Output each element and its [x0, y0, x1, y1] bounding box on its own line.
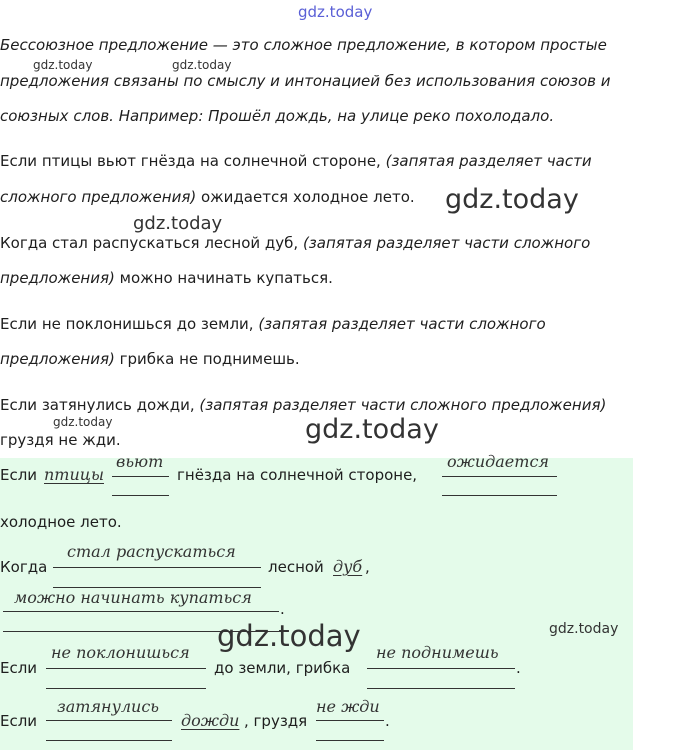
predicate-underline	[442, 495, 557, 496]
example-text: Если не поклонишься до земли,	[0, 315, 259, 333]
predicate-underline	[367, 668, 515, 669]
s3-predicate: не поклонишься	[51, 643, 190, 662]
s2-subject: дуб	[333, 557, 363, 576]
watermark-medium: gdz.today	[133, 213, 223, 234]
example-4-line-2: груздя не жди.	[0, 431, 121, 449]
example-1-line-1	[0, 152, 592, 170]
watermark-top: gdz.today	[298, 3, 373, 21]
example-text: Когда стал распускаться лесной дуб,	[0, 234, 303, 252]
example-text: ожидается холодное лето.	[196, 188, 415, 206]
watermark-small: gdz.today	[172, 58, 232, 72]
predicate-underline	[46, 720, 172, 721]
s1-predicate-2: ожидается	[447, 452, 549, 471]
s2-word: Когда	[0, 558, 48, 576]
s2-predicate-2: можно начинать купаться	[14, 588, 252, 607]
s2-predicate: стал распускаться	[67, 542, 236, 561]
definition-line-3: союзных слов. Например: Прошёл дождь, на улице реко похолодало.	[0, 107, 555, 125]
s1-word: Если	[0, 466, 38, 484]
predicate-underline	[442, 476, 557, 477]
s1-text: гнёзда на солнечной стороне,	[177, 466, 418, 484]
s3-dot: .	[516, 659, 521, 677]
s3-predicate-2: не поднимешь	[376, 643, 499, 662]
s4-text: , груздя	[244, 712, 308, 730]
s1-subject: птицы	[44, 465, 104, 484]
s4-predicate-2: не жди	[316, 697, 380, 716]
predicate-underline	[46, 688, 206, 689]
s2-dot: .	[280, 600, 285, 618]
s4-predicate: затянулись	[57, 697, 160, 716]
example-note: (запятая разделяет части сложного предложения)	[199, 396, 607, 414]
s3-word: Если	[0, 659, 38, 677]
definition-line-1: Бессоюзное предложение — это сложное предложение, в котором простые	[0, 36, 607, 54]
watermark-large: gdz.today	[445, 184, 579, 215]
example-text: Если затянулись дожди,	[0, 396, 200, 414]
s3-text: до земли, грибка	[214, 659, 351, 677]
s4-subject: дожди	[181, 711, 240, 730]
s2-text: лесной	[268, 558, 324, 576]
watermark-small: gdz.today	[53, 415, 113, 429]
watermark-small: gdz.today	[33, 58, 93, 72]
example-note: (запятая разделяет части сложного	[302, 234, 591, 252]
predicate-underline	[316, 740, 384, 741]
example-text: можно начинать купаться.	[114, 269, 333, 287]
example-note: предложения)	[0, 350, 115, 368]
predicate-underline	[112, 476, 169, 477]
example-4-line-1	[0, 396, 606, 414]
predicate-underline	[53, 567, 261, 568]
example-2-line-1	[0, 234, 590, 252]
s2-comma: ,	[365, 558, 370, 576]
example-2-line-2	[0, 269, 333, 287]
example-note: (запятая разделяет части	[385, 152, 592, 170]
predicate-underline	[46, 668, 206, 669]
example-3-line-1	[0, 315, 546, 333]
definition-line-2: предложения связаны по смыслу и интонацией без использования союзов и	[0, 72, 611, 90]
predicate-underline	[46, 740, 172, 741]
s1-text-end: холодное лето.	[0, 513, 122, 531]
predicate-underline	[316, 720, 384, 721]
example-text: Если птицы вьют гнёзда на солнечной стороне,	[0, 152, 386, 170]
watermark-small: gdz.today	[549, 621, 619, 637]
predicate-underline	[367, 688, 515, 689]
s1-predicate: вьют	[116, 452, 164, 471]
example-1-line-2	[0, 188, 415, 206]
example-text: грибка не поднимешь.	[114, 350, 300, 368]
example-note: (запятая разделяет части сложного	[258, 315, 546, 333]
predicate-underline	[3, 611, 279, 612]
example-note: предложения)	[0, 269, 115, 287]
predicate-underline	[112, 495, 169, 496]
watermark-large: gdz.today	[305, 414, 439, 445]
watermark-large: gdz.today	[217, 619, 361, 653]
s4-dot: .	[385, 712, 390, 730]
s4-word: Если	[0, 712, 38, 730]
example-3-line-2	[0, 350, 300, 368]
example-note: сложного предложения)	[0, 188, 197, 206]
